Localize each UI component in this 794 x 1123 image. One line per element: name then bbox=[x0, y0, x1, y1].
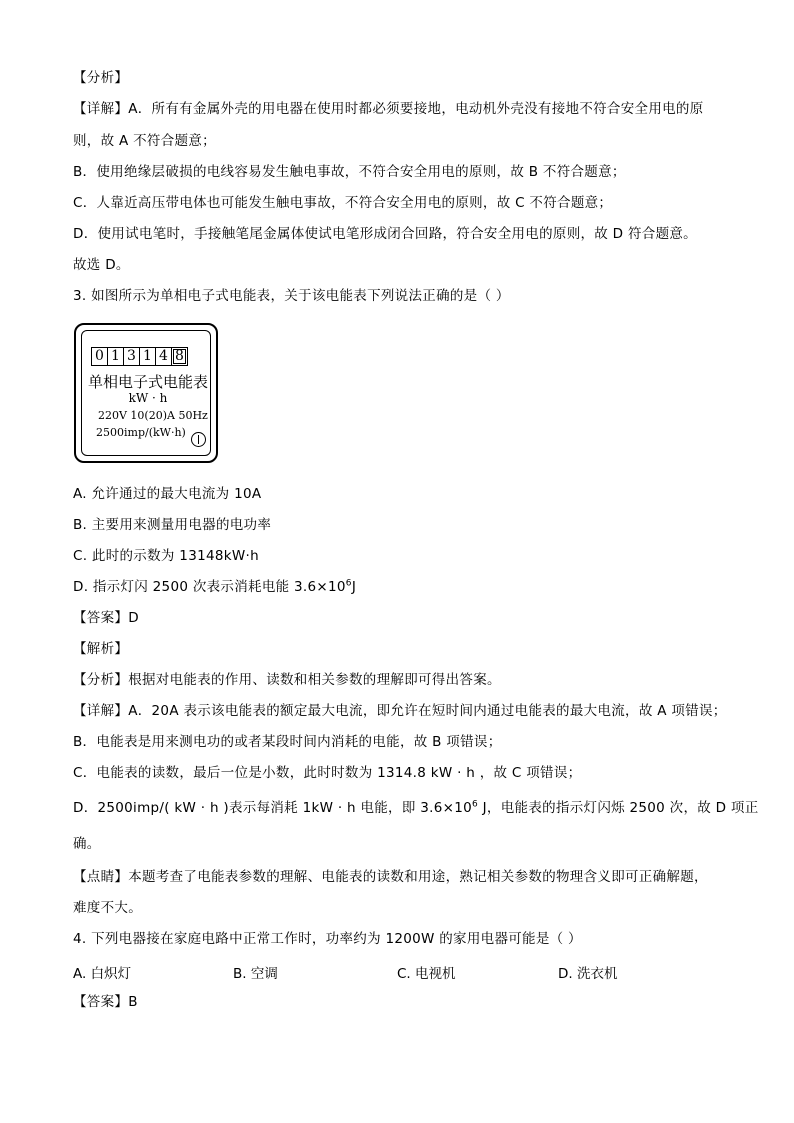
electricity-meter-figure bbox=[74, 323, 218, 463]
comment-line2: 难度不大。 bbox=[73, 900, 142, 916]
detail-c: C．人靠近高压带电体也可能发生触电事故，不符合安全用电的原则，故 C 不符合题意； bbox=[73, 195, 613, 211]
option-d-exponent: 6 bbox=[345, 578, 352, 589]
detail-d: D．使用试电笔时，手接触笔尾金属体使试电笔形成闭合回路，符合安全用电的原则，故 D 符合题意。 bbox=[73, 226, 697, 242]
option-d-text: D. 指示灯闪 2500 次表示消耗电能 3.6×10 bbox=[73, 579, 346, 595]
option-c: C. 此时的示数为 13148kW·h bbox=[73, 548, 259, 564]
explanation-d-rest: J，电能表的指示灯闪烁 2500 次，故 D 项正 bbox=[478, 800, 759, 816]
explanation-heading: 【解析】 bbox=[73, 641, 129, 657]
explanation-d-text: D．2500imp/( kW · h )表示每消耗 1kW · h 电能，即 3.6×10 bbox=[73, 800, 473, 816]
question-4: 4. 下列电器接在家庭电路中正常工作时，功率约为 1200W 的家用电器可能是（ ） bbox=[73, 931, 582, 947]
meter-spec: 220V 10(20)A 50Hz bbox=[98, 409, 208, 422]
indicator-light-icon bbox=[191, 432, 206, 447]
explanation-c: C．电能表的读数，最后一位是小数，此时时数为 1314.8 kW · h ，故 C 项错误； bbox=[73, 765, 582, 781]
meter-digit: 1 bbox=[140, 348, 156, 365]
meter-digit: 1 bbox=[108, 348, 124, 365]
explanation-a: 【详解】A．20A 表示该电能表的额定最大电流，即允许在短时间内通过电能表的最大电流，故 A 项错误； bbox=[73, 703, 727, 719]
explanation-d-exponent: 6 bbox=[472, 799, 479, 810]
option-d bbox=[73, 578, 356, 596]
meter-unit: kW · h bbox=[128, 391, 168, 405]
meter-digit-decimal bbox=[172, 348, 187, 365]
q4-option-b: B. 空调 bbox=[233, 966, 278, 982]
meter-digit: 3 bbox=[124, 348, 140, 365]
detail-b: B．使用绝缘层破损的电线容易发生触电事故，不符合安全用电的原则，故 B 不符合题意； bbox=[73, 164, 626, 180]
option-d-unit: J bbox=[351, 579, 357, 595]
choose-d: 故选 D。 bbox=[73, 257, 130, 273]
explanation-b: B．电能表是用来测电功的或者某段时间内消耗的电能，故 B 项错误； bbox=[73, 734, 502, 750]
detail-a-line1: 【详解】A．所有有金属外壳的用电器在使用时都必须要接地，电动机外壳没有接地不符合安全用电的原 bbox=[73, 101, 704, 117]
detail-a-line2: 则，故 A 不符合题意； bbox=[73, 133, 216, 149]
q4-option-c: C. 电视机 bbox=[397, 966, 456, 982]
answer-3: 【答案】D bbox=[73, 610, 139, 626]
answer-4: 【答案】B bbox=[73, 994, 138, 1010]
meter-imp: 2500imp/(kW·h) bbox=[96, 426, 186, 439]
option-b: B. 主要用来测量用电器的电功率 bbox=[73, 517, 272, 533]
q4-option-d: D. 洗衣机 bbox=[558, 966, 618, 982]
analysis-heading: 【分析】 bbox=[73, 70, 129, 86]
option-a: A. 允许通过的最大电流为 10A bbox=[73, 486, 262, 502]
q4-option-a: A. 白炽灯 bbox=[73, 966, 132, 982]
meter-title: 单相电子式电能表 bbox=[87, 373, 208, 391]
explanation-d-line2: 确。 bbox=[73, 836, 101, 852]
meter-digits bbox=[91, 347, 188, 366]
explanation-analysis: 【分析】根据对电能表的作用、读数和相关参数的理解即可得出答案。 bbox=[73, 672, 501, 688]
meter-digit-decimal-value: 8 bbox=[175, 348, 184, 364]
comment-line1: 【点睛】本题考查了电能表参数的理解、电能表的读数和用途，熟记相关参数的物理含义即可正确解题， bbox=[73, 869, 708, 885]
explanation-d bbox=[73, 799, 759, 817]
meter-digit: 0 bbox=[92, 348, 108, 365]
meter-digit: 4 bbox=[156, 348, 172, 365]
question-3: 3. 如图所示为单相电子式电能表，关于该电能表下列说法正确的是（ ） bbox=[73, 288, 510, 304]
